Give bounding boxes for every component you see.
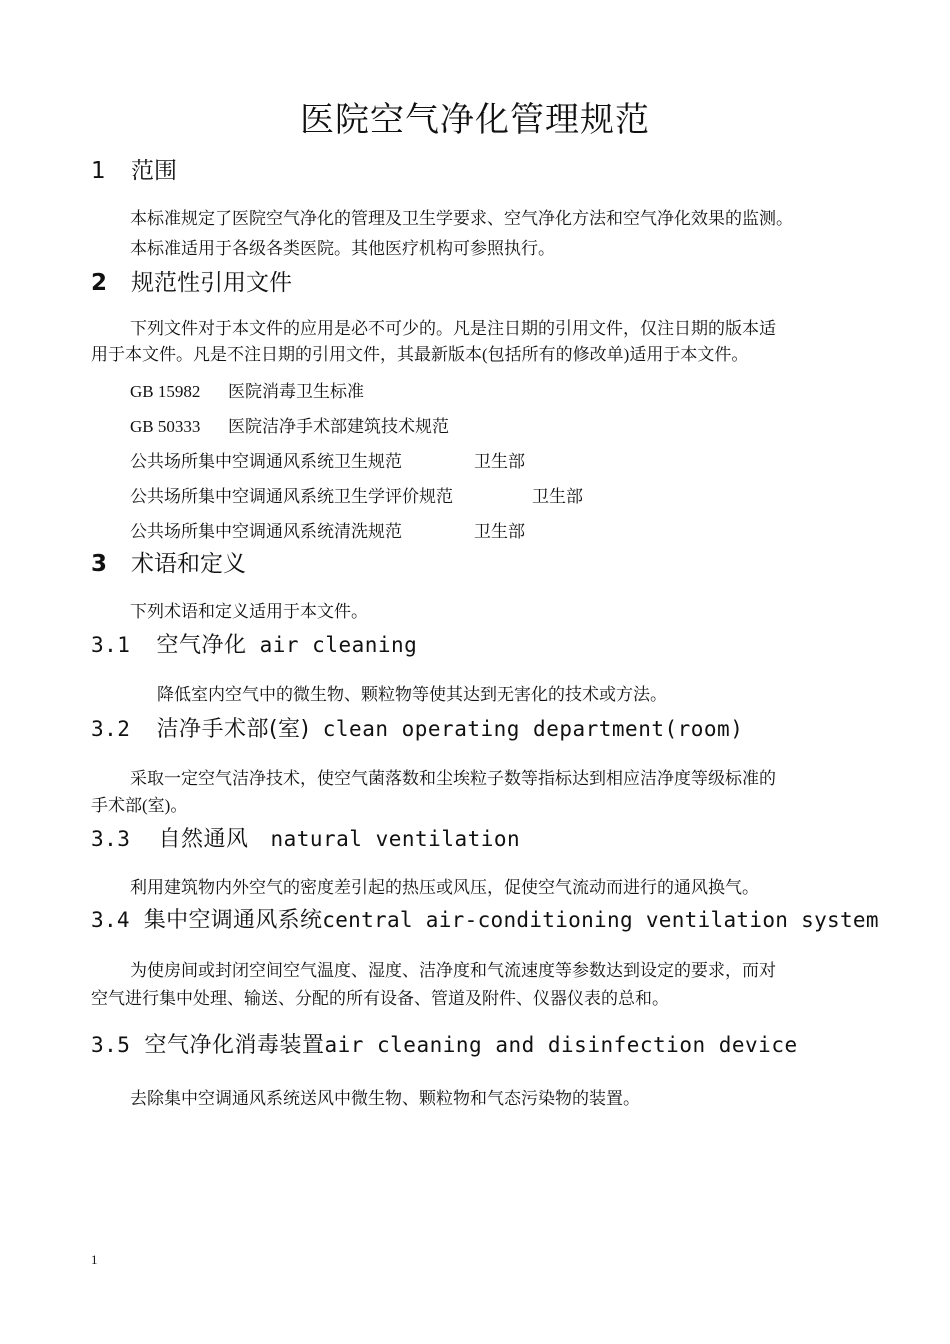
reference-item (130, 377, 364, 402)
term-definition-line-2: 空气进行集中处理、输送、分配的所有设备、管道及附件、仪器仪表的总和。 (91, 989, 669, 1008)
section-1-number: 1 (91, 158, 106, 184)
term-english: natural ventilation (270, 827, 521, 851)
reference-item (130, 412, 449, 437)
section-1-paragraph-2: 本标准适用于各级各类医院。其他医疗机构可参照执行。 (130, 239, 555, 258)
section-2-intro-line-1: 下列文件对于本文件的应用是必不可少的。凡是注日期的引用文件，仅注日期的版本适 (130, 319, 776, 338)
term-english: air cleaning (259, 633, 418, 657)
section-3-title: 术语和定义 (131, 551, 246, 577)
section-3-intro: 下列术语和定义适用于本文件。 (130, 602, 368, 621)
section-3-heading (91, 545, 246, 578)
section-2-heading (91, 264, 292, 297)
reference-code: GB 15982 (130, 382, 201, 401)
term-number: 3.2 (91, 717, 131, 741)
reference-org: 卫生部 (474, 522, 525, 541)
term-chinese: 集中空调通风系统 (143, 908, 323, 933)
term-english: air cleaning and disinfection device (324, 1033, 798, 1057)
reference-item (130, 517, 402, 542)
term-english: central air-conditioning ventilation system (322, 908, 879, 932)
term-chinese: 空气净化 (156, 633, 247, 658)
reference-title: 医院洁净手术部建筑技术规范 (228, 417, 449, 436)
reference-org: 卫生部 (474, 452, 525, 471)
term-chinese: 自然通风 (158, 827, 249, 852)
reference-title: 公共场所集中空调通风系统卫生规范 (130, 452, 402, 471)
term-heading (91, 628, 417, 659)
term-chinese: 空气净化消毒装置 (144, 1033, 325, 1058)
term-heading (91, 903, 879, 934)
reference-org: 卫生部 (532, 487, 583, 506)
term-number: 3.5 (91, 1033, 131, 1057)
reference-title: 公共场所集中空调通风系统卫生学评价规范 (130, 487, 453, 506)
term-heading (91, 822, 520, 853)
term-definition-line-2: 手术部(室)。 (91, 796, 188, 815)
reference-item (130, 482, 453, 507)
term-definition-line-1: 为使房间或封闭空间空气温度、湿度、洁净度和气流速度等参数达到设定的要求，而对 (130, 961, 776, 980)
term-number: 3.4 (91, 908, 130, 932)
term-chinese: 洁净手术部(室) (156, 717, 310, 742)
reference-title: 医院消毒卫生标准 (228, 382, 364, 401)
section-1-heading (91, 152, 177, 185)
section-3-number: 3 (91, 551, 108, 577)
section-2-title: 规范性引用文件 (131, 270, 292, 296)
section-1-paragraph-1: 本标准规定了医院空气净化的管理及卫生学要求、空气净化方法和空气净化效果的监测。 (130, 209, 793, 228)
term-definition-line-1: 降低室内空气中的微生物、颗粒物等使其达到无害化的技术或方法。 (157, 685, 667, 704)
term-definition-line-1: 利用建筑物内外空气的密度差引起的热压或风压，促使空气流动而进行的通风换气。 (130, 878, 759, 897)
term-number: 3.1 (91, 633, 131, 657)
reference-code: GB 50333 (130, 417, 201, 436)
term-english: clean operating department(room) (322, 717, 744, 741)
page-number: 1 (91, 1252, 98, 1267)
section-2-intro-line-2: 用于本文件。凡是不注日期的引用文件，其最新版本(包括所有的修改单)适用于本文件。 (91, 345, 749, 364)
term-heading (91, 1028, 798, 1059)
term-number: 3.3 (91, 827, 131, 851)
document-title: 医院空气净化管理规范 (300, 100, 650, 140)
term-heading (91, 712, 743, 743)
section-2-number: 2 (91, 270, 108, 296)
reference-title: 公共场所集中空调通风系统清洗规范 (130, 522, 402, 541)
term-definition-line-1: 采取一定空气洁净技术，使空气菌落数和尘埃粒子数等指标达到相应洁净度等级标准的 (130, 769, 776, 788)
reference-item (130, 447, 402, 472)
section-1-title: 范围 (131, 158, 177, 184)
term-definition-line-1: 去除集中空调通风系统送风中微生物、颗粒物和气态污染物的装置。 (130, 1089, 640, 1108)
